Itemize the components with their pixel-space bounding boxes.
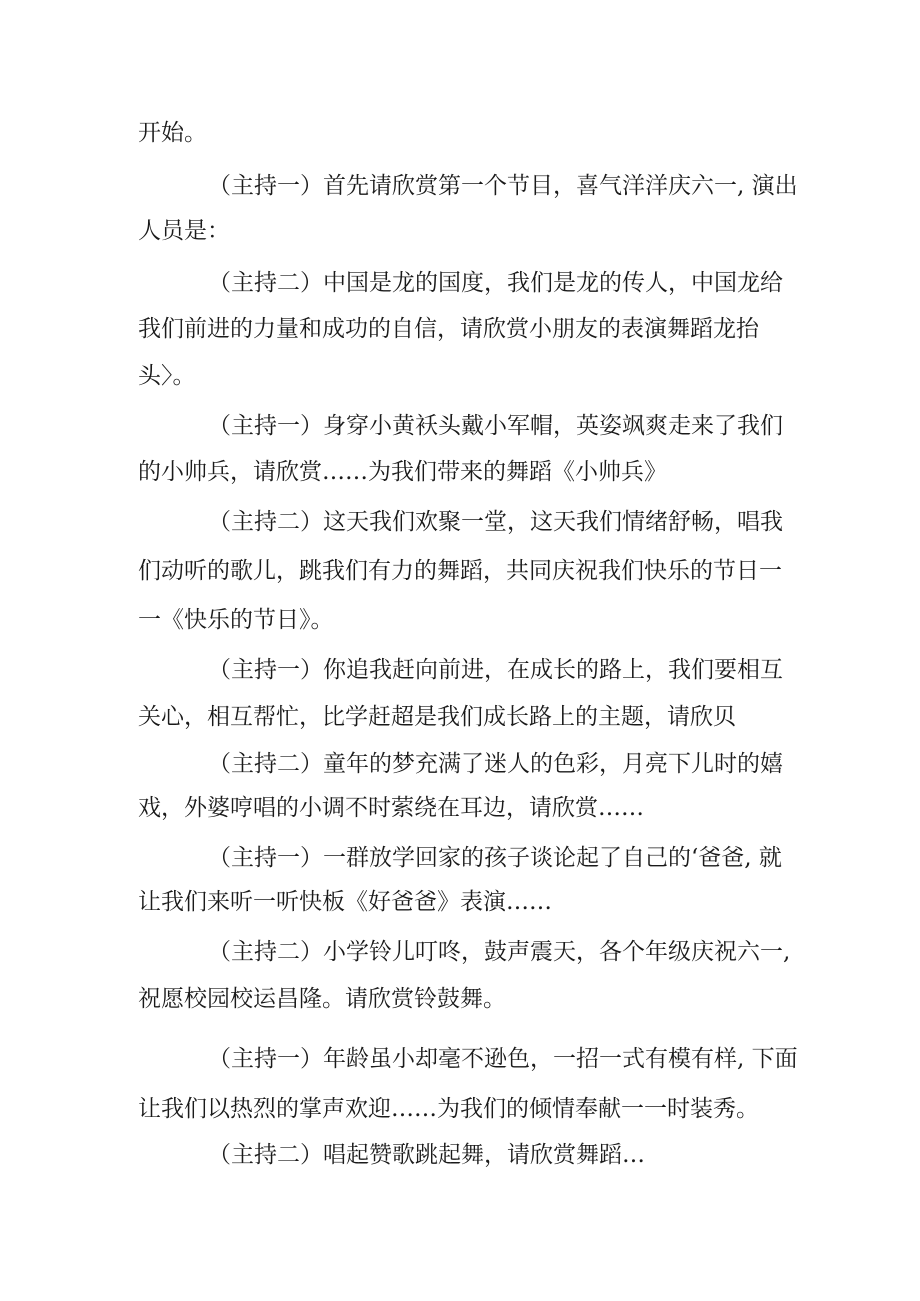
- text-line: 戏，外婆哼唱的小调不时萦绕在耳边，请欣赏……: [138, 795, 644, 821]
- text-line: 让我们以热烈的掌声欢迎……为我们的倾情奉献一一时装秀。: [138, 1096, 759, 1122]
- text-line: 我们前进的力量和成功的自信，请欣赏小朋友的表演舞蹈龙抬: [138, 316, 759, 342]
- text-line: 关心，相互帮忙，比学赶超是我们成长路上的主题，请欣贝: [138, 704, 736, 730]
- text-line: （主持二）小学铃儿叮咚，鼓声震天，各个年级庆祝六一,: [208, 939, 791, 965]
- text-line: 让我们来听一听快板《好爸爸》表演……: [138, 889, 552, 915]
- text-line: 们动听的歌儿，跳我们有力的舞蹈，共同庆祝我们快乐的节日一: [138, 558, 782, 584]
- text-line: 头〉。: [138, 363, 196, 389]
- text-line: （主持一）一群放学回家的孩子谈论起了自己的‘爸爸, 就: [208, 845, 782, 871]
- text-line: （主持二）这天我们欢聚一堂，这天我们情绪舒畅，唱我: [208, 509, 783, 535]
- text-line: 开始。: [138, 120, 207, 146]
- text-line: （主持一）身穿小黄袄头戴小军帽，英姿飒爽走来了我们: [208, 413, 783, 439]
- text-line: 人员是：: [138, 218, 230, 244]
- text-line: （主持二）童年的梦充满了迷人的色彩，月亮下儿时的嬉: [208, 751, 783, 777]
- text-line: （主持一）你追我赶向前进，在成长的路上，我们要相互: [208, 657, 783, 683]
- text-line: 一《快乐的节日》。: [138, 607, 334, 633]
- text-line: 祝愿校园校运昌隆。请欣赏铃鼓舞。: [138, 986, 506, 1012]
- text-line: （主持二）中国是龙的国度，我们是龙的传人，中国龙给: [208, 270, 783, 296]
- text-line: （主持二）唱起赞歌跳起舞，请欣赏舞蹈…: [208, 1142, 645, 1168]
- text-line: 的小帅兵，请欣赏……为我们带来的舞蹈《小帅兵》: [138, 459, 667, 485]
- text-line: （主持一）年龄虽小却毫不逊色，一招一式有模有样, 下面: [208, 1046, 798, 1072]
- text-line: （主持一）首先请欣赏第一个节目，喜气洋洋庆六一, 演出: [208, 173, 798, 199]
